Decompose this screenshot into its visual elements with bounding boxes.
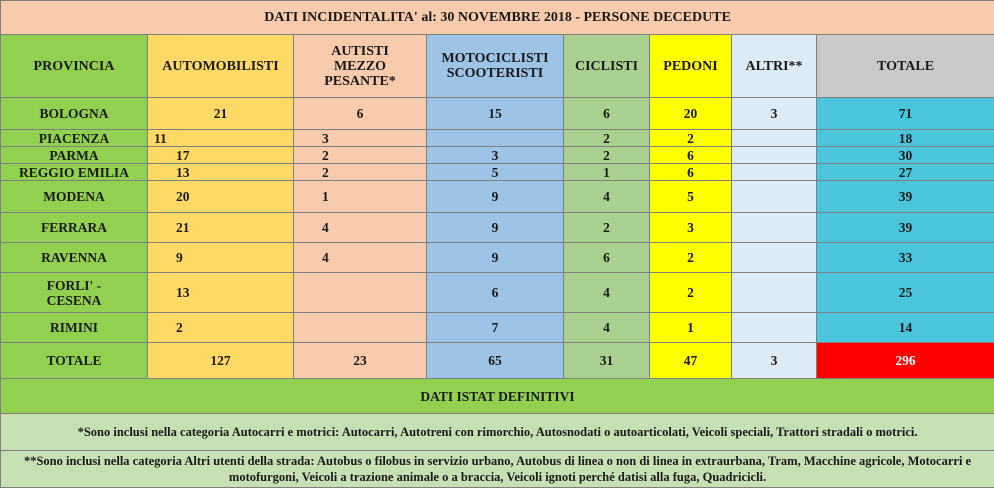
total-autisti: 23 — [294, 343, 427, 379]
cell-provincia: BOLOGNA — [1, 98, 148, 130]
header-pedoni: PEDONI — [650, 35, 732, 98]
cell-ciclisti: 1 — [564, 164, 650, 181]
cell-automobilisti: 13 — [148, 273, 294, 313]
cell-pedoni: 2 — [650, 273, 732, 313]
cell-altri — [732, 147, 817, 164]
cell-motociclisti: 15 — [427, 98, 564, 130]
title-row — [1, 1, 994, 35]
cell-ciclisti: 2 — [564, 130, 650, 147]
cell-automobilisti: 13 — [148, 164, 294, 181]
cell-autisti: 4 — [294, 243, 427, 273]
cell-ciclisti: 2 — [564, 147, 650, 164]
cell-totale: 14 — [817, 313, 994, 343]
cell-altri — [732, 130, 817, 147]
cell-motociclisti: 3 — [427, 147, 564, 164]
table-row — [1, 243, 994, 273]
note-row-2 — [1, 451, 994, 488]
istat-row — [1, 379, 994, 414]
cell-provincia: FERRARA — [1, 213, 148, 243]
totals-label: TOTALE — [1, 343, 148, 379]
footnote-autisti: *Sono inclusi nella categoria Autocarri e motrici: Autocarri, Autotreni con rimorchio, Autosnodati o autoarticolati, Veicoli speciali, Trattori stradali o motrici. — [1, 414, 994, 451]
cell-totale: 25 — [817, 273, 994, 313]
cell-autisti: 2 — [294, 147, 427, 164]
total-pedoni: 47 — [650, 343, 732, 379]
cell-ciclisti: 6 — [564, 98, 650, 130]
cell-altri: 3 — [732, 98, 817, 130]
cell-motociclisti: 9 — [427, 213, 564, 243]
cell-automobilisti: 11 — [148, 130, 294, 147]
cell-provincia: PIACENZA — [1, 130, 148, 147]
header-autisti — [294, 35, 427, 98]
cell-autisti: 6 — [294, 98, 427, 130]
cell-provincia: MODENA — [1, 181, 148, 213]
cell-pedoni: 2 — [650, 130, 732, 147]
cell-automobilisti: 17 — [148, 147, 294, 164]
header-autisti-line2: MEZZO — [333, 58, 387, 74]
cell-altri — [732, 243, 817, 273]
note-row-1 — [1, 414, 994, 451]
cell-provincia-line2: CESENA — [46, 292, 102, 308]
cell-provincia-line1: FORLI' - — [46, 277, 102, 293]
cell-ciclisti: 4 — [564, 181, 650, 213]
total-ciclisti: 31 — [564, 343, 650, 379]
header-autisti-line3: PESANTE* — [324, 73, 396, 89]
table-row — [1, 98, 994, 130]
table-row — [1, 213, 994, 243]
cell-automobilisti: 20 — [148, 181, 294, 213]
cell-motociclisti: 5 — [427, 164, 564, 181]
header-ciclisti: CICLISTI — [564, 35, 650, 98]
header-motociclisti — [427, 35, 564, 98]
header-altri: ALTRI** — [732, 35, 817, 98]
cell-autisti: 2 — [294, 164, 427, 181]
cell-autisti: 4 — [294, 213, 427, 243]
cell-autisti: 3 — [294, 130, 427, 147]
header-moto-line2: SCOOTERISTI — [446, 66, 544, 81]
cell-provincia: RAVENNA — [1, 243, 148, 273]
header-autisti-line1: AUTISTI — [331, 43, 389, 59]
grand-total: 296 — [817, 343, 994, 379]
cell-totale: 18 — [817, 130, 994, 147]
cell-autisti: 1 — [294, 181, 427, 213]
table-row — [1, 273, 994, 313]
cell-pedoni: 2 — [650, 243, 732, 273]
cell-provincia — [1, 273, 148, 313]
cell-altri — [732, 313, 817, 343]
cell-autisti — [294, 273, 427, 313]
cell-automobilisti: 9 — [148, 243, 294, 273]
cell-totale: 71 — [817, 98, 994, 130]
cell-motociclisti: 7 — [427, 313, 564, 343]
cell-autisti — [294, 313, 427, 343]
cell-provincia: PARMA — [1, 147, 148, 164]
cell-pedoni: 5 — [650, 181, 732, 213]
header-moto-line1: MOTOCICLISTI — [441, 51, 549, 66]
cell-pedoni: 6 — [650, 164, 732, 181]
cell-automobilisti: 21 — [148, 98, 294, 130]
cell-ciclisti: 4 — [564, 313, 650, 343]
total-automobilisti: 127 — [148, 343, 294, 379]
cell-ciclisti: 2 — [564, 213, 650, 243]
cell-altri — [732, 213, 817, 243]
table-row — [1, 164, 994, 181]
header-row — [1, 35, 994, 98]
cell-pedoni: 6 — [650, 147, 732, 164]
header-provincia: PROVINCIA — [1, 35, 148, 98]
cell-altri — [732, 181, 817, 213]
totals-row — [1, 343, 994, 379]
table-row — [1, 313, 994, 343]
table-row — [1, 130, 994, 147]
total-motociclisti: 65 — [427, 343, 564, 379]
footnote-altri: **Sono inclusi nella categoria Altri utenti della strada: Autobus o filobus in servizio urbano, Autobus di linea o non di linea in extraurbana, Tram, Macchine agricole, Motocarri e motofurgoni, Veicoli a trazione animale o a braccia, Veicoli ignoti perché datisi alla fuga, Quadricicli. — [1, 451, 994, 488]
table-row — [1, 181, 994, 213]
header-automobilisti: AUTOMOBILISTI — [148, 35, 294, 98]
cell-totale: 39 — [817, 213, 994, 243]
header-totale: TOTALE — [817, 35, 994, 98]
cell-ciclisti: 6 — [564, 243, 650, 273]
cell-pedoni: 20 — [650, 98, 732, 130]
cell-provincia: REGGIO EMILIA — [1, 164, 148, 181]
table-title: DATI INCIDENTALITA' al: 30 NOVEMBRE 2018 - PERSONE DECEDUTE — [1, 1, 994, 35]
cell-motociclisti: 9 — [427, 181, 564, 213]
istat-label: DATI ISTAT DEFINITIVI — [1, 379, 994, 414]
cell-totale: 27 — [817, 164, 994, 181]
cell-totale: 39 — [817, 181, 994, 213]
cell-totale: 33 — [817, 243, 994, 273]
cell-motociclisti — [427, 130, 564, 147]
cell-totale: 30 — [817, 147, 994, 164]
cell-altri — [732, 164, 817, 181]
cell-automobilisti: 2 — [148, 313, 294, 343]
cell-automobilisti: 21 — [148, 213, 294, 243]
table-row — [1, 147, 994, 164]
cell-altri — [732, 273, 817, 313]
total-altri: 3 — [732, 343, 817, 379]
cell-ciclisti: 4 — [564, 273, 650, 313]
cell-motociclisti: 9 — [427, 243, 564, 273]
cell-pedoni: 3 — [650, 213, 732, 243]
cell-pedoni: 1 — [650, 313, 732, 343]
cell-motociclisti: 6 — [427, 273, 564, 313]
cell-provincia: RIMINI — [1, 313, 148, 343]
